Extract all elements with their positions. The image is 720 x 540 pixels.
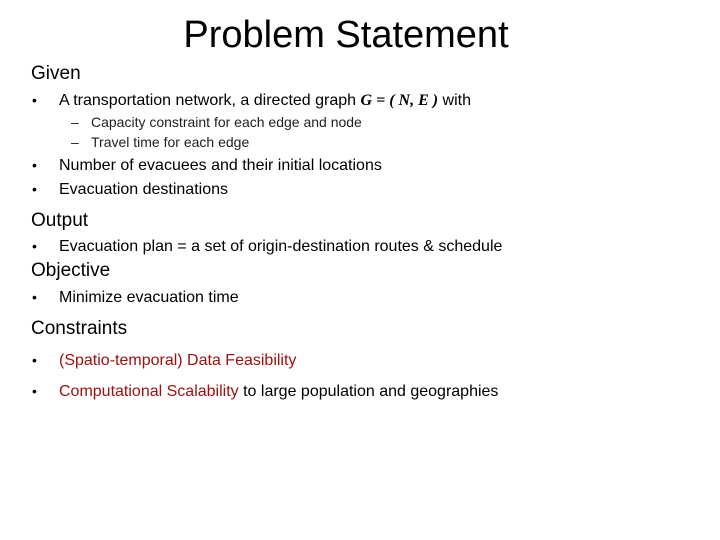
- bullet-dot: •: [32, 181, 37, 197]
- sub-item-text: Capacity constraint for each edge and node: [91, 114, 362, 130]
- given-bullet-network: [31, 90, 471, 111]
- network-text: A transportation network, a directed graph: [59, 92, 357, 109]
- graph-notation: G = ( N, E ): [360, 92, 439, 109]
- bullet-text: Minimize evacuation time: [59, 289, 239, 306]
- bullet-dot: •: [32, 289, 37, 305]
- output-bullet: [31, 236, 502, 257]
- given-bullet-evacuees: [31, 155, 382, 176]
- bullet-dot: •: [32, 352, 37, 368]
- sub-item-text: Travel time for each edge: [91, 134, 250, 150]
- scalability-rest-text: to large population and geographies: [238, 383, 499, 400]
- constraint-bullet-data-feasibility: [31, 350, 296, 371]
- given-bullet-destinations: [31, 179, 228, 200]
- data-feasibility-text: (Spatio-temporal) Data Feasibility: [59, 352, 297, 369]
- bullet-dot: •: [32, 383, 37, 399]
- given-heading: Given: [31, 63, 81, 84]
- output-heading: Output: [31, 210, 89, 231]
- constraints-heading: Constraints: [31, 318, 128, 339]
- sub-item-capacity: [71, 113, 362, 131]
- dash-mark: –: [71, 134, 79, 150]
- constraint-bullet-scalability: [31, 381, 498, 402]
- scalability-text: Computational Scalability: [59, 383, 239, 400]
- sub-item-travel-time: [71, 133, 249, 151]
- bullet-text: Number of evacuees and their initial locations: [59, 157, 382, 174]
- bullet-dot: •: [32, 92, 37, 108]
- bullet-dot: •: [32, 157, 37, 173]
- network-suffix: with: [442, 92, 471, 109]
- objective-bullet: [31, 287, 239, 308]
- bullet-text: Evacuation plan = a set of origin-destination routes & schedule: [59, 238, 503, 255]
- objective-heading: Objective: [31, 260, 111, 281]
- slide-title: Problem Statement: [183, 14, 509, 56]
- dash-mark: –: [71, 114, 79, 130]
- bullet-text: Evacuation destinations: [59, 181, 228, 198]
- bullet-dot: •: [32, 238, 37, 254]
